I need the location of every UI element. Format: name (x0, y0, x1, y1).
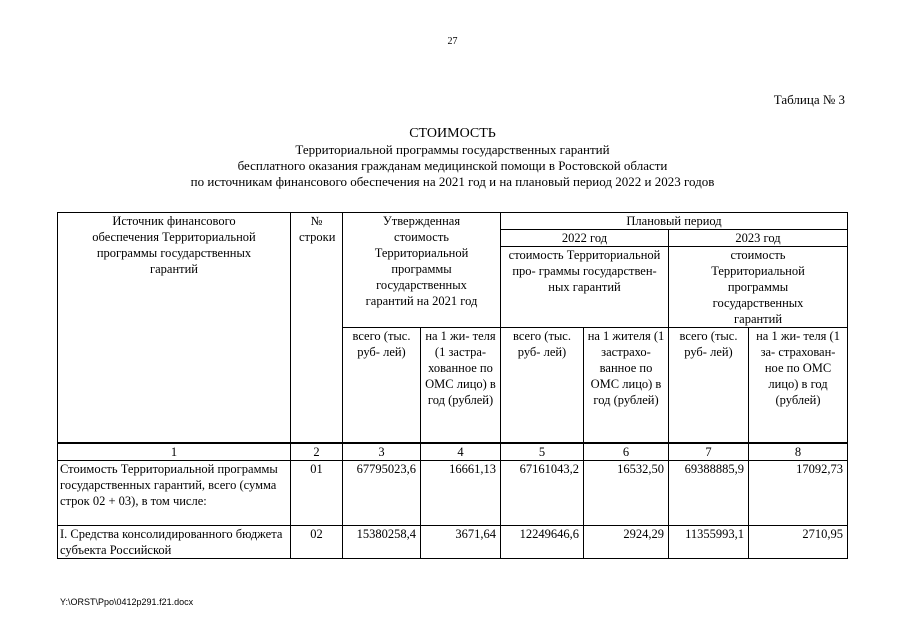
title-line-3: по источникам финансового обеспечения на 2021 год и на плановый период 2022 и 2023 годов (190, 174, 715, 189)
cell-total-2023: 69388885,9 (669, 461, 749, 526)
document-title (0, 126, 905, 190)
cell-total-2022: 67161043,2 (501, 461, 584, 526)
page-number: 27 (447, 36, 458, 47)
table-row (58, 461, 848, 526)
header-year-2023: 2023 год (669, 230, 848, 247)
column-number: 3 (343, 443, 421, 461)
cell-per-capita-2021: 16661,13 (421, 461, 501, 526)
table-row (58, 526, 848, 559)
footer-file-path: Y:\ORST\Ppo\0412p291.f21.docx (60, 597, 194, 607)
column-number: 8 (749, 443, 848, 461)
column-number: 1 (58, 443, 291, 461)
header-per-capita-2022: на 1 жителя (1 застрахо- ванное по ОМС лицо) в год (рублей) (584, 328, 669, 444)
cell-per-capita-2022: 2924,29 (584, 526, 669, 559)
header-per-capita-2021: на 1 жи- теля (1 застра- хованное по ОМС лицо) в год (рублей) (421, 328, 501, 444)
cell-total-2021: 67795023,6 (343, 461, 421, 526)
header-cost-2023: стоимость Территориальной программы государственных гарантий (669, 247, 848, 328)
column-number: 7 (669, 443, 749, 461)
cell-per-capita-2023: 17092,73 (749, 461, 848, 526)
header-approved: Утвержденная стоимость Территориальной программы государственных гарантий на 2021 год (343, 213, 501, 328)
cell-total-2021: 15380258,4 (343, 526, 421, 559)
column-number-row (58, 443, 848, 461)
cell-total-2022: 12249646,6 (501, 526, 584, 559)
header-total-2021: всего (тыс. руб- лей) (343, 328, 421, 444)
title-line-1: Территориальной программы государственных гарантий (295, 142, 610, 157)
title-line-2: бесплатного оказания гражданам медицинской помощи в Ростовской области (237, 158, 668, 173)
header-total-2023: всего (тыс. руб- лей) (669, 328, 749, 444)
header-year-2022: 2022 год (501, 230, 669, 247)
row-name: Стоимость Территориальной программы государственных гарантий, всего (сумма строк 02 + 03), в том числе: (58, 461, 291, 526)
title-main: СТОИМОСТЬ (409, 126, 496, 141)
header-source: Источник финансового обеспечения Территориальной программы государственных гарантий (58, 213, 291, 444)
cell-per-capita-2023: 2710,95 (749, 526, 848, 559)
cell-per-capita-2021: 3671,64 (421, 526, 501, 559)
column-number: 5 (501, 443, 584, 461)
row-name: I. Средства консолидированного бюджета субъекта Российской (58, 526, 291, 559)
header-per-capita-2023: на 1 жи- теля (1 за- страхован- ное по ОМС лицо) в год (рублей) (749, 328, 848, 444)
cell-total-2023: 11355993,1 (669, 526, 749, 559)
column-number: 4 (421, 443, 501, 461)
header-cost-2022: стоимость Территориальной про- граммы государствен- ных гарантий (501, 247, 669, 328)
cost-table (57, 212, 848, 559)
header-planned: Плановый период (501, 213, 848, 230)
header-total-2022: всего (тыс. руб- лей) (501, 328, 584, 444)
row-number: 02 (291, 526, 343, 559)
cell-per-capita-2022: 16532,50 (584, 461, 669, 526)
column-number: 2 (291, 443, 343, 461)
column-number: 6 (584, 443, 669, 461)
row-number: 01 (291, 461, 343, 526)
header-row-no: № строки (291, 213, 343, 444)
table-label: Таблица № 3 (773, 92, 845, 107)
